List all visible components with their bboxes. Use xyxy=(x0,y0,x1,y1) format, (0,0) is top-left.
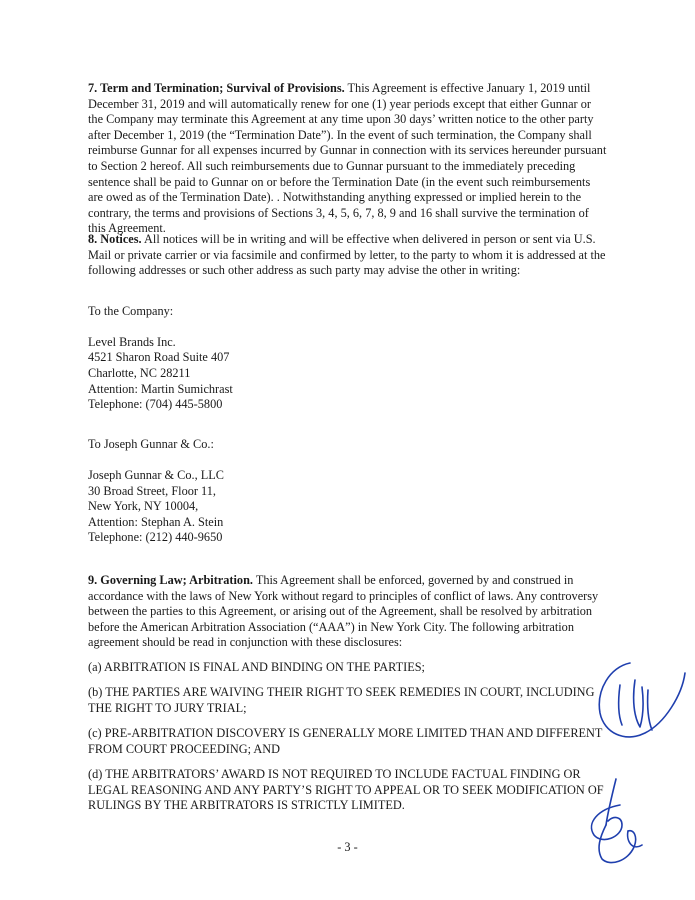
gunnar-attention: Attention: Stephan A. Stein xyxy=(88,515,224,529)
company-city: Charlotte, NC 28211 xyxy=(88,366,191,380)
company-street: 4521 Sharon Road Suite 407 xyxy=(88,350,230,364)
gunnar-name: Joseph Gunnar & Co., LLC xyxy=(88,468,224,482)
section-8 xyxy=(88,232,608,279)
company-notice-label: To the Company: xyxy=(88,304,174,318)
company-telephone: Telephone: (704) 445-5800 xyxy=(88,397,223,411)
section-9 xyxy=(88,573,608,651)
section-7-heading: 7. Term and Termination; Survival of Provisions. xyxy=(88,81,345,95)
gunnar-notice-label: To Joseph Gunnar & Co.: xyxy=(88,437,214,451)
company-name: Level Brands Inc. xyxy=(88,335,176,349)
section-9-heading: 9. Governing Law; Arbitration. xyxy=(88,573,253,587)
gunnar-city: New York, NY 10004, xyxy=(88,499,199,513)
arbitration-item-b: (b) THE PARTIES ARE WAIVING THEIR RIGHT TO SEEK REMEDIES IN COURT, INCLUDING THE RIGHT TO JURY TRIAL; xyxy=(88,685,595,715)
section-7-body: This Agreement is effective January 1, 2019 until December 31, 2019 and will automatically renew for one (1) year periods except that either Gunnar or the Company may terminate this Agreement at any time upon 30 days’ written notice to the other party after December 1, 2019 (the “Termination Date”). In the event of such termination, the Company shall reimburse Gunnar for all expenses incurred by Gunnar in connection with its services hereunder pursuant to Section 2 hereof. All such reimbursements due to Gunnar pursuant to the immediately preceding sentence shall be paid to Gunnar on or before the Termination Date (in the event such reimbursements are owed as of the Termination Date). . Notwithstanding anything expressed or implied herein to the contrary, the terms and provisions of Sections 3, 4, 5, 6, 7, 8, 9 and 16 shall survive the termination of this Agreement. xyxy=(88,81,607,236)
initials-signature-lower-icon xyxy=(578,775,658,870)
gunnar-telephone: Telephone: (212) 440-9650 xyxy=(88,530,223,544)
section-7 xyxy=(88,81,608,237)
gunnar-street: 30 Broad Street, Floor 11, xyxy=(88,484,216,498)
section-8-heading: 8. Notices. xyxy=(88,232,142,246)
arbitration-item-c: (c) PRE-ARBITRATION DISCOVERY IS GENERALLY MORE LIMITED THAN AND DIFFERENT FROM COURT PROCEEDING; AND xyxy=(88,726,603,756)
arbitration-item-a: (a) ARBITRATION IS FINAL AND BINDING ON THE PARTIES; xyxy=(88,660,425,674)
page-number: - 3 - xyxy=(337,840,358,854)
arbitration-item-d: (d) THE ARBITRATORS’ AWARD IS NOT REQUIRED TO INCLUDE FACTUAL FINDING OR LEGAL REASONING AND ANY PARTY’S RIGHT TO APPEAL OR TO SEEK MODIFICATION OF RULINGS BY THE ARBITRATORS IS STRICTLY LIMITED. xyxy=(88,767,604,813)
company-attention: Attention: Martin Sumichrast xyxy=(88,382,233,396)
section-9-body: This Agreement shall be enforced, governed by and construed in accordance with the laws of New York without regard to principles of conflict of laws. Any controversy between the parties to this Agreement, or arising out of the Agreement, shall be resolved by arbitration before the American Arbitration Association (“AAA”) in New York City. The following arbitration agreement should be read in conjunction with these disclosures: xyxy=(88,573,599,650)
section-8-body: All notices will be in writing and will be effective when delivered in person or sent via U.S. Mail or private carrier or via facsimile and confirmed by letter, to the party to whom it is addressed at the following addresses or such other address as such party may advise the other in writing: xyxy=(88,232,606,278)
initials-signature-upper-icon xyxy=(590,655,690,750)
